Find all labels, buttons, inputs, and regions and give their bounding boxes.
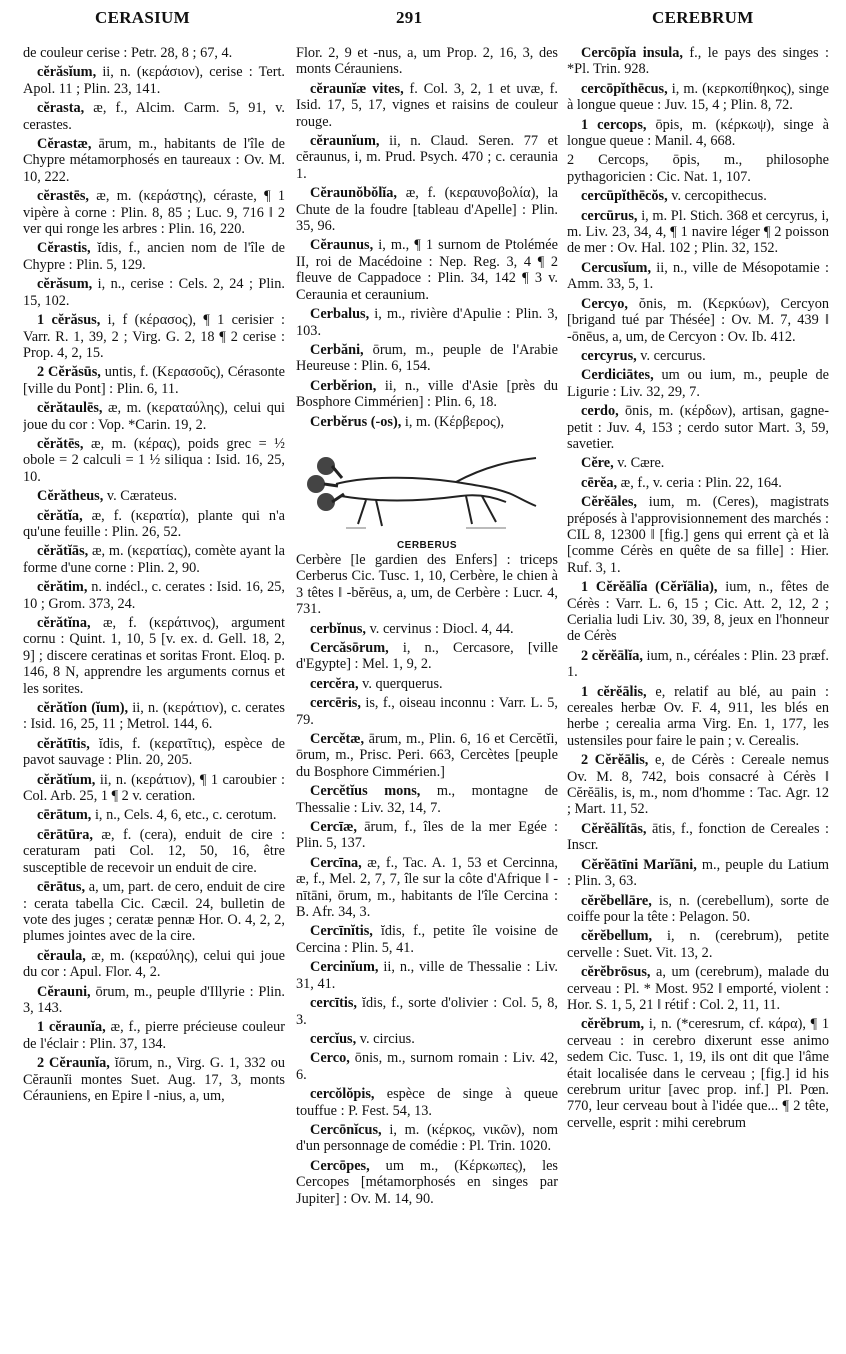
dictionary-entry [296, 1086, 558, 1119]
dictionary-entry [296, 621, 558, 637]
dictionary-entry [296, 1031, 558, 1047]
entry-text: v. cervinus : Diocl. 4, 44. [366, 620, 514, 637]
entry-text: æ, f., Tac. A. 1, 53 et Cercinna, æ, f., Mel. 2, 7, 7, île sur la côte d'Afrique ‖ -nītāni, ōrum, m., habitants de l'île Cercina : B. Afr. 34, 3. [296, 854, 558, 921]
entry-text: i, n. (cerebrum), petite cervelle : Suet. Vit. 13, 2. [567, 928, 829, 961]
dictionary-entry [296, 133, 558, 182]
dictionary-entry [23, 579, 285, 612]
headword: cercōpĭthēcus, [581, 80, 668, 97]
dictionary-entry [23, 772, 285, 805]
entry-text: ārum, m., habitants de l'île de Chypre métamorphosés en taureaux : Ov. M. 10, 222. [23, 136, 285, 185]
dictionary-entry [296, 237, 558, 303]
headword: cērātum, [37, 807, 92, 824]
entry-text: ĭdis, f., petite île voisine de Cercina : Plin. 5, 41. [296, 923, 558, 956]
dictionary-entry [23, 188, 285, 237]
headword: Cerbalus, [310, 306, 370, 323]
dictionary-entry [567, 494, 829, 576]
entry-text: i, n. (*ceresrum, cf. κάρα), ¶ 1 cerveau : in cerebro dixerunt esse animo sedem Cic. Tusc. 1, 19, ils ont dit que l'âme était localisée dans le cerveau ; [fig.] id his cerebrum uritur [avec prop. inf.] Pl. Pœn. 770, leur cerveau bout à l'idée que... ¶ 2 tête, cervelle, esprit : mihi cerebrum [567, 1016, 829, 1131]
headword: Cercyo, [581, 295, 628, 312]
entry-text: ātis, f., fonction de Cereales : Inscr. [567, 820, 829, 854]
entry-text: ārum, m., Plin. 6, 16 et Cercĕtĭi, ōrum, m., Prisc. Peri. 663, Cercètes [peuple du Bosphore Cimmérien.] [296, 731, 558, 780]
entry-text: æ, f. (κεράτινος), argument cornu : Quint. 1, 10, 5 [v. ex. d. Gell. 18, 2, 9] ; discere ceratinas et soritas Front. Eloq. p. 146, 8 N, apprendre les arguments cornus et les sorites. [23, 615, 285, 697]
entry-text: m., peuple du Latium : Plin. 3, 63. [567, 856, 829, 890]
headword: cerdo, [581, 403, 619, 420]
dictionary-entry [296, 1050, 558, 1083]
figure-caption: CERBERUS [396, 539, 458, 551]
headword: Cĕrauni, [37, 983, 91, 1000]
entry-text: v. Cære. [613, 455, 665, 472]
entry-text: ōnis, m., surnom romain : Liv. 42, 6. [296, 1050, 558, 1083]
headword: cĕraula, [37, 947, 86, 964]
dictionary-entry [296, 959, 558, 992]
entry-text: de couleur cerise : Petr. 28, 8 ; 67, 4. [23, 45, 233, 61]
entry-text: æ, m. (κεραύλης), celui qui joue du cor : Apul. Flor. 4, 2. [23, 947, 285, 981]
entry-text: ōrum, m., peuple d'Illyrie : Plin. 3, 143. [23, 983, 285, 1016]
headword: cērĕa, [581, 474, 618, 491]
entry-text: ii, n., ville de Mésopotamie : Amm. 33, 5, 1. [567, 259, 829, 293]
headword: Cĕrastæ, [37, 136, 92, 153]
dictionary-entry [23, 436, 285, 485]
dictionary-entry [296, 731, 558, 780]
headword: 2 cĕrĕālĭa, [581, 647, 643, 664]
headword: Cerco, [310, 1050, 350, 1067]
headword: 2 Cĕraunĭa, [37, 1055, 110, 1072]
cerberus-illustration [296, 436, 558, 552]
entry-text: f., le pays des singes : *Pl. Trin. 928. [567, 45, 829, 78]
entry-text: a, um, part. de cero, enduit de cire : cerata tabella Cic. Cæcil. 24, bulletin de vote des juges ; ceratæ pennæ Hor. O. 4, 2, 2, plumes jointes avec de la cire. [23, 879, 285, 945]
dictionary-entry [567, 648, 829, 681]
headword: cĕrĕbrōsus, [581, 964, 651, 981]
headword: cerbĭnus, [310, 620, 367, 637]
entry-text: ium, m. (Ceres), magistrats préposés à l'approvisionnement des marchés : CIL 8, 12300 ‖ [fig.] gens qui errent çà et là [comme Cérès en quête de sa fille] : Hier. Ruf. 3, 1. [567, 494, 829, 576]
dictionary-entry [23, 984, 285, 1017]
headword: Cerbăni, [310, 341, 364, 358]
dictionary-entry [296, 185, 558, 234]
entry-text: æ, f., pierre précieuse couleur de l'éclair : Plin. 37, 134. [23, 1019, 285, 1052]
entry-text: is, f., oiseau inconnu : Varr. L. 5, 79. [296, 695, 558, 728]
entry-text: æ, m. (κεραταύλης), celui qui joue du cor : Vop. *Carin. 19, 2. [23, 400, 285, 433]
headword: cercūpĭthēcŏs, [581, 188, 668, 205]
entry-text: v. cercopithecus. [667, 188, 767, 205]
entry-text: um m., (Κέρκωπες), les Cercopes [métamorphosés en singes par Jupiter] : Ov. M. 14, 90. [296, 1157, 558, 1207]
dictionary-entry [23, 948, 285, 981]
headword: 1 Cĕrĕālĭa (Cĕrĭālia), [581, 579, 718, 596]
entry-text: æ, f., v. ceria : Plin. 22, 164. [617, 474, 782, 491]
dictionary-entry [296, 640, 558, 673]
cerberus-drawing [296, 436, 558, 536]
headword: cĕrătaulēs, [37, 400, 103, 417]
headword: Cĕre, [581, 455, 614, 472]
entry-text: n. indécl., c. cerates : Isid. 16, 25, 10 ; Grom. 373, 24. [23, 579, 285, 612]
dictionary-entry [567, 296, 829, 345]
headword: cercĭus, [310, 1030, 357, 1047]
page-number: 291 [396, 8, 423, 27]
headword: cĕrătēs, [37, 435, 84, 452]
headword: cercītis, [310, 995, 357, 1012]
headword: Cerbĕrion, [310, 377, 377, 394]
dictionary-entry [567, 475, 829, 491]
headword: cercĕra, [310, 675, 359, 692]
dictionary-entry [567, 403, 829, 452]
dictionary-entry [567, 45, 829, 78]
entry-text: i, m. (κερκοπίθηκος), singe à longue queue : Juv. 15, 4 ; Plin. 8, 72. [567, 80, 829, 114]
header-last-word: CEREBRUM [652, 8, 754, 27]
headword: cĕrătĭās, [37, 543, 89, 560]
dictionary-entry [567, 579, 829, 645]
dictionary-entry [23, 364, 285, 397]
entry-text: i, m., ¶ 1 surnom de Ptolémée II, roi de Macédoine : Nep. Reg. 3, 4 ¶ 2 fleuve de Cappadoce : Plin. 34, 142 ¶ 3 v. Ceraunia et ceraunium. [296, 237, 558, 303]
headword: cĕrătĭum, [37, 771, 96, 788]
column-right [567, 45, 829, 1345]
dictionary-entry [23, 615, 285, 697]
headword: Cercīna, [310, 854, 362, 871]
headword: cĕrĕbellum, [581, 928, 653, 945]
dictionary-entry [567, 928, 829, 961]
dictionary-entry [296, 552, 558, 618]
dictionary-entry [23, 827, 285, 876]
headword: cĕrătĭna, [37, 615, 91, 631]
entry-text: i, f (κέρασος), ¶ 1 cerisier : Varr. R. 1, 39, 2 ; Virg. G. 2, 18 ¶ 2 cerise : Prop. 4, 2, 15. [23, 312, 285, 361]
dictionary-entry [23, 543, 285, 576]
headword: cĕrĕbellāre, [581, 892, 652, 909]
dictionary-entry [567, 684, 829, 750]
entry-text: e, de Cérès : Cereale nemus Ov. M. 8, 742, bois consacré à Cérès ‖ Cĕrĕālis, is, m., nom d'homme : Tac. Agr. 12 ; Mart. 11, 52. [567, 752, 829, 818]
dictionary-entry [296, 378, 558, 411]
column-middle-upper [296, 45, 558, 430]
entry-text: ĭdis, f., sorte d'olivier : Col. 5, 8, 3. [296, 995, 558, 1028]
dictionary-entry [23, 736, 285, 769]
dictionary-entry [296, 695, 558, 728]
dictionary-entry [23, 1055, 285, 1104]
entry-text: æ, m. (κεράστης), céraste, ¶ 1 vipère à corne : Plin. 8, 85 ; Luc. 9, 716 ‖ 2 ver qui ronge les arbres : Plin. 16, 220. [23, 188, 285, 238]
entry-text: f. Col. 3, 2, 1 et uvæ, f. Isid. 17, 5, 17, vignes et raisins de couleur rouge. [296, 80, 558, 130]
headword: cĕrastēs, [37, 188, 89, 205]
dictionary-entry [23, 488, 285, 504]
dictionary-entry [567, 117, 829, 150]
dictionary-entry [296, 819, 558, 852]
dictionary-entry [567, 893, 829, 926]
dictionary-entry [296, 783, 558, 816]
dictionary-entry [567, 455, 829, 471]
dictionary-entry [23, 807, 285, 823]
entry-text: ōrum, m., peuple de l'Arabie Heureuse : Plin. 6, 154. [296, 341, 558, 375]
entry-text: i, m. (Κέρβερος), [401, 413, 505, 430]
dictionary-entry [567, 188, 829, 204]
headword: cĕrăsĭum, [37, 64, 97, 81]
dictionary-entry [567, 152, 829, 185]
headword: cĕrătĭa, [37, 507, 83, 524]
dictionary-entry [296, 306, 558, 339]
page-header [0, 6, 846, 32]
column-left [23, 45, 285, 1345]
column-middle-lower [296, 552, 558, 1207]
dictionary-entry [567, 964, 829, 1013]
headword: 2 Cĕrĕālis, [581, 752, 649, 769]
entry-text: ii, n., ville d'Asie [près du Bosphore Cimmérien] : Plin. 6, 18. [296, 377, 558, 411]
dictionary-entry [296, 342, 558, 375]
entry-text: v. cercurus. [636, 347, 706, 364]
dictionary-entry [567, 81, 829, 114]
entry-text: 2 Cercops, ōpis, m., philosophe pythagoricien : Cic. Nat. 1, 107. [567, 152, 829, 185]
entry-text: æ, f. (κεραυνοβολία), la Chute de la foudre [tableau d'Apelle] : Plin. 35, 96. [296, 185, 558, 235]
dictionary-entry [23, 100, 285, 133]
entry-text: um ou ium, m., peuple de Ligurie : Liv. 32, 29, 7. [567, 367, 829, 400]
dictionary-entry [296, 995, 558, 1028]
headword: cĕrăsum, [37, 276, 93, 293]
entry-text: ĭōrum, n., Virg. G. 1, 332 ou Cĕraunĭi montes Suet. Aug. 17, 3, monts Cérauniens, en Epire ‖ -nius, a, um, [23, 1055, 285, 1104]
headword: 2 Cĕrăsūs, [37, 364, 101, 381]
headword: cĕrătītis, [37, 735, 90, 752]
headword: Cercīæ, [310, 819, 357, 836]
dictionary-entry [567, 821, 829, 854]
headword: 1 cĕrĕālis, [581, 683, 647, 700]
entry-text: æ, m. (κερατίας), comète ayant la forme d'une corne : Plin. 2, 90. [23, 543, 285, 576]
entry-text: ii, n. Claud. Seren. 77 et cĕraunus, i, m. Prud. Psych. 470 ; c. ceraunia 1. [296, 133, 558, 182]
headword: Cercinĭum, [310, 959, 379, 976]
dictionary-entry [23, 45, 285, 61]
headword: Cercōpĭa insula, [581, 45, 683, 61]
headword: Cercōnĭcus, [310, 1121, 382, 1138]
headword: Cĕrĕāles, [581, 494, 637, 511]
entry-text: æ, f. (κερατία), plante qui n'a qu'une feuille : Plin. 26, 52. [23, 507, 285, 540]
headword: 1 cĕrăsus, [37, 312, 101, 329]
entry-text: i, m. (κέρκος, νικῶν), nom d'un personnage de comédie : Pl. Trin. 1020. [296, 1121, 558, 1155]
headword: Cĕrĕālĭtās, [581, 820, 647, 837]
entry-text: m., montagne de Thessalie : Liv. 32, 14, 7. [296, 783, 558, 816]
headword: Cĕrastis, [37, 240, 91, 257]
headword: cĕraunĭum, [310, 133, 380, 150]
entry-text: æ, m. (κέρας), poids grec = ½ obole = 2 calculi = 1 ½ siliqua : Isid. 16, 25, 10. [23, 435, 285, 485]
headword: cĕrasta, [37, 100, 85, 117]
headword: Cercōpes, [310, 1157, 370, 1174]
entry-text: æ, f., Alcim. Carm. 5, 91, v. cerastes. [23, 100, 285, 133]
dictionary-entry [567, 348, 829, 364]
entry-text: ii, n. (κεράσιον), cerise : Tert. Apol. 11 ; Plin. 23, 141. [23, 64, 285, 97]
dictionary-entry [23, 64, 285, 97]
headword: cercŏlŏpis, [310, 1086, 375, 1103]
dictionary-entry [23, 1019, 285, 1052]
dictionary-entry [296, 45, 558, 78]
entry-text: v. querquerus. [358, 675, 443, 692]
dictionary-entry [23, 879, 285, 945]
headword: Cercĕtæ, [310, 731, 365, 747]
headword: cĕrătim, [37, 579, 88, 596]
dictionary-entry [296, 855, 558, 921]
dictionary-entry [567, 367, 829, 400]
entry-text: untis, f. (Κερασοῦς), Cérasonte [ville du Pont] : Plin. 6, 11. [23, 364, 285, 397]
dictionary-entry [567, 1016, 829, 1131]
dictionary-entry [296, 676, 558, 692]
headword: cĕrĕbrum, [581, 1016, 645, 1033]
headword: Cerbĕrus (-os), [310, 413, 402, 430]
dictionary-entry [23, 276, 285, 309]
dictionary-entry [296, 1122, 558, 1155]
entry-text: ium, n., céréales : Plin. 23 præf. 1. [567, 647, 829, 681]
dictionary-entry [296, 1158, 558, 1207]
dictionary-entry [23, 240, 285, 273]
dictionary-entry [296, 923, 558, 956]
entry-text: ōnis, m. (κέρδων), artisan, gagne-petit : Juv. 4, 153 ; cerdo sutor Mart. 3, 59, savetier. [567, 403, 829, 452]
dictionary-entry [567, 208, 829, 257]
headword: Cercīnĭtis, [310, 923, 373, 940]
headword: cērātūra, [37, 826, 93, 843]
entry-text: i, n., Cercasore, [ville d'Egypte] : Mel. 1, 9, 2. [296, 639, 558, 673]
headword: Cĕraunŏbŏlĭa, [310, 185, 397, 202]
entry-text: ii, n. (κεράτιον), c. cerates : Isid. 16, 25, 11 ; Metrol. 144, 6. [23, 700, 285, 733]
dictionary-entry [567, 857, 829, 890]
entry-text: i, m., rivière d'Apulie : Plin. 3, 103. [296, 306, 558, 339]
entry-text: ĭdis, f. (κερατῖτις), espèce de pavot sauvage : Plin. 20, 205. [23, 735, 285, 769]
dictionary-entry [23, 700, 285, 733]
entry-text: ŏnis, m. (Κερκύων), Cercyon [brigand tué par Thésée] : Ov. M. 7, 439 ‖ -ōnēus, a, um, de Cercyon : Ov. Ib. 412. [567, 295, 829, 345]
headword: Cercăsōrum, [310, 639, 389, 656]
dictionary-entry [567, 752, 829, 818]
headword: cercyrus, [581, 347, 637, 364]
entry-text: v. Cærateus. [103, 488, 178, 505]
entry-text: i, m. Pl. Stich. 368 et cercyrus, i, m. Liv. 23, 34, 4, ¶ 1 navire léger ¶ 2 poisson de mer : Ov. Hal. 102 ; Plin. 32, 152. [567, 207, 829, 257]
headword: Cĕrĕātīni Marĭāni, [581, 856, 697, 873]
entry-text: ium, n., fêtes de Cérès : Varr. L. 6, 15 ; Cic. Att. 2, 12, 2 ; Cerialia ludi Liv. 30, 39, 8, jeux en l'honneur de Cérès [567, 579, 829, 645]
entry-text: ōpis, m. (κέρκωψ), singe à longue queue : Manil. 4, 668. [567, 116, 829, 150]
entry-text: v. circius. [356, 1030, 415, 1047]
dictionary-entry [296, 414, 558, 430]
dictionary-entry [23, 400, 285, 433]
dictionary-entry [296, 81, 558, 130]
entry-text: Cerbère [le gardien des Enfers] : triceps Cerberus Cic. Tusc. 1, 10, Cerbère, le chien à 3 têtes ‖ -bĕrēus, a, um, de Cerbère : Lucr. 4, 731. [296, 551, 558, 618]
headword: Cercusĭum, [581, 259, 652, 276]
headword: cĕraunĭæ vites, [310, 80, 404, 97]
entry-text: Flor. 2, 9 et -nus, a, um Prop. 2, 16, 3, des monts Cérauniens. [296, 45, 558, 78]
headword: Cercĕtĭus mons, [310, 783, 421, 800]
dictionary-entry [23, 312, 285, 361]
headword: cercēris, [310, 695, 361, 712]
entry-text: ārum, f., îles de la mer Egée : Plin. 5, 137. [296, 819, 558, 852]
dictionary-entry [567, 260, 829, 293]
headword: 1 cĕraunĭa, [37, 1019, 106, 1036]
headword: cĕrătĭon (ĭum), [37, 700, 129, 717]
entry-text: e, relatif au blé, au pain : cereales herbæ Ov. F. 4, 911, les blés en herbe ; cerealia arma Virg. En. 1, 177, les ustensiles pour faire le pain ; v. Cerealis. [567, 683, 829, 749]
headword: Cĕraunus, [310, 237, 374, 254]
entry-text: æ, f. (cera), enduit de cire : ceraturam pati Col. 12, 50, 16, être susceptible de recevoir un enduit de cire. [23, 826, 285, 876]
dictionary-entry [23, 508, 285, 541]
headword: Cerdiciātes, [581, 367, 654, 384]
header-first-word: CERASIUM [95, 8, 190, 27]
entry-text: ii, n. (κεράτιον), ¶ 1 caroubier : Col. Arb. 25, 1 ¶ 2 v. ceration. [23, 771, 285, 805]
headword: cercūrus, [581, 207, 638, 224]
entry-text: i, n., Cels. 4, 6, etc., c. cerotum. [91, 807, 277, 824]
entry-text: espèce de singe à queue touffue : P. Fest. 54, 13. [296, 1086, 558, 1119]
entry-text: i, n., cerise : Cels. 2, 24 ; Plin. 15, 102. [23, 276, 285, 309]
entry-text: is, n. (cerebellum), sorte de coiffe pour la tête : Pelagon. 50. [567, 892, 829, 925]
entry-text: ĭdis, f., ancien nom de l'île de Chypre : Plin. 5, 129. [23, 240, 285, 273]
entry-text: ii, n., ville de Thessalie : Liv. 31, 41. [296, 959, 558, 992]
entry-text: a, um (cerebrum), malade du cerveau : Pl. * Most. 952 ‖ emporté, violent : Hor. S. 1, 5, 21 ‖ rétif : Col. 2, 11, 11. [567, 964, 829, 1013]
headword: cērātus, [37, 879, 86, 896]
column-middle [296, 45, 558, 1345]
dictionary-entry [23, 136, 285, 185]
headword: 1 cercops, [581, 116, 647, 133]
headword: Cĕrătheus, [37, 488, 104, 505]
